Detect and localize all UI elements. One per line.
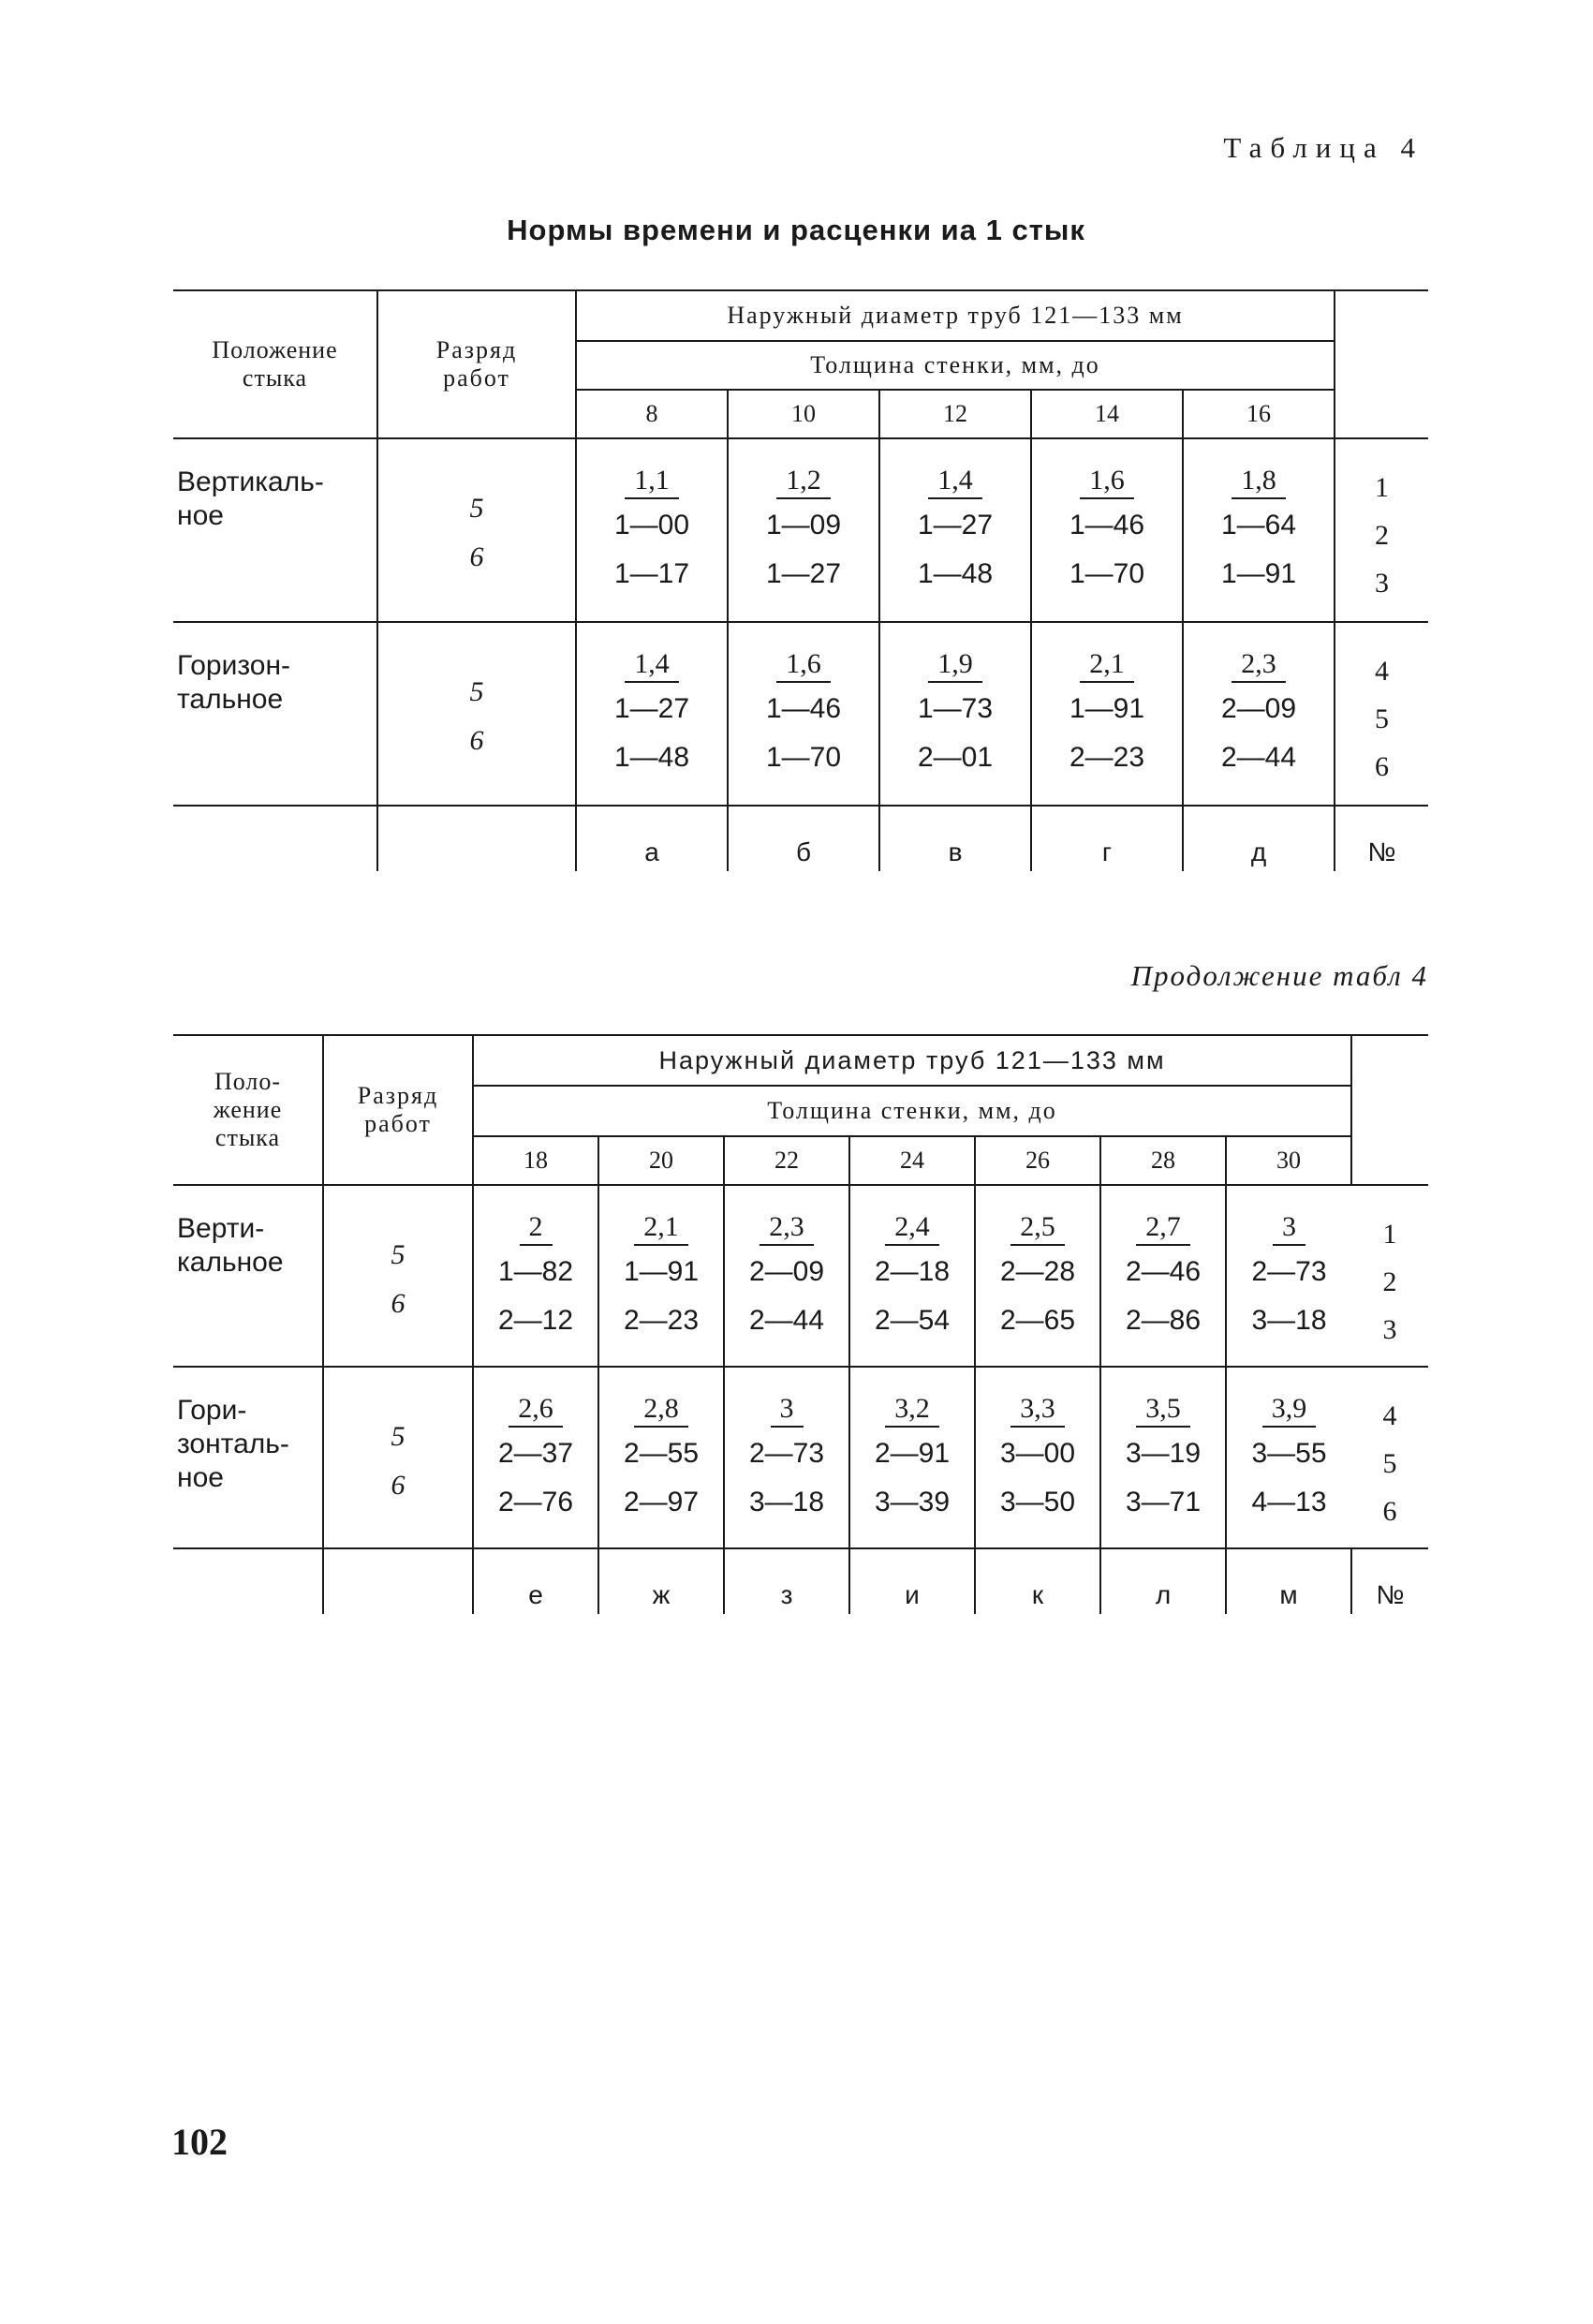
- norm-cell: [1100, 1185, 1226, 1367]
- rate-value: 1—91: [1069, 693, 1145, 724]
- norm-value: 3: [1273, 1210, 1305, 1246]
- norm-cell: [975, 1367, 1100, 1548]
- page-number: 102: [171, 2121, 228, 2163]
- rate-value: 1—09: [765, 510, 842, 540]
- norm-cell: [724, 1367, 849, 1548]
- norm-cell: [1183, 622, 1335, 806]
- norm-value: 2,8: [634, 1392, 688, 1428]
- row-number: 4: [1382, 1400, 1397, 1431]
- row-number: 2: [1382, 1266, 1397, 1297]
- row-number: 6: [1375, 751, 1390, 782]
- table-title: Нормы времени и расценки иа 1 стык: [507, 214, 1085, 246]
- rate-value: 2—12: [497, 1305, 574, 1336]
- grade-cell: [323, 1185, 473, 1367]
- continuation-label: Продолжение табл 4: [1130, 959, 1428, 992]
- norm-cell: [879, 622, 1031, 806]
- rate-value: 2—65: [999, 1305, 1076, 1336]
- column-letters-row: [173, 1548, 1428, 1614]
- row-number: 3: [1382, 1314, 1397, 1345]
- grade-value: 5: [469, 676, 484, 707]
- norm-value: 1,4: [625, 647, 679, 683]
- rate-value: 2—09: [748, 1256, 825, 1287]
- diameter-header: Наружный диаметр труб 121—133 мм: [473, 1035, 1351, 1086]
- column-letter: б: [728, 806, 879, 871]
- norm-cell: [473, 1185, 598, 1367]
- rate-value: 1—00: [613, 510, 690, 540]
- rate-value: 2—23: [623, 1305, 700, 1336]
- norm-value: 2,3: [760, 1210, 814, 1246]
- norm-cell: [1183, 438, 1335, 622]
- column-letters-row: [173, 806, 1428, 871]
- grade-cell: [377, 622, 576, 806]
- rate-value: 2—55: [623, 1438, 700, 1469]
- table-row: [173, 622, 1428, 806]
- rate-value: 1—46: [765, 693, 842, 724]
- rate-value: 3—55: [1251, 1438, 1327, 1469]
- rate-value: 3—18: [1251, 1305, 1327, 1336]
- rate-value: 2—28: [999, 1256, 1076, 1287]
- rate-value: 1—48: [613, 742, 690, 773]
- rate-value: 3—50: [999, 1487, 1076, 1517]
- norm-cell: [1100, 1367, 1226, 1548]
- rate-value: 1—17: [613, 558, 690, 589]
- rate-value: 1—73: [917, 693, 994, 724]
- empty-cell: [173, 1548, 323, 1614]
- rate-value: 2—73: [1251, 1256, 1327, 1287]
- norm-value: 1,9: [928, 647, 982, 683]
- rate-value: 2—01: [917, 742, 994, 773]
- norms-table-2: [173, 1034, 1428, 1614]
- rate-value: 3—39: [874, 1487, 951, 1517]
- rate-value: 2—37: [497, 1438, 574, 1469]
- rate-value: 2—97: [623, 1487, 700, 1517]
- norm-value: 3,5: [1136, 1392, 1190, 1428]
- thickness-col: 10: [728, 390, 879, 438]
- thickness-col: 26: [975, 1136, 1100, 1185]
- column-letter: ж: [598, 1548, 724, 1614]
- thickness-col: 12: [879, 390, 1031, 438]
- row-number-cell: [1335, 438, 1428, 622]
- thickness-col: 24: [849, 1136, 975, 1185]
- column-letter: г: [1031, 806, 1183, 871]
- grade-cell: [323, 1367, 473, 1548]
- rate-value: 1—91: [623, 1256, 700, 1287]
- grade-value: 5: [391, 1239, 406, 1270]
- table-row: [173, 1367, 1428, 1548]
- grade-value: 6: [469, 725, 484, 756]
- norm-value: 3,2: [885, 1392, 939, 1428]
- norm-cell: [576, 438, 728, 622]
- rate-value: 4—13: [1251, 1487, 1327, 1517]
- grade-value: 5: [469, 493, 484, 524]
- table-row: [173, 1185, 1428, 1367]
- norm-value: 2,4: [885, 1210, 939, 1246]
- rate-value: 3—71: [1125, 1487, 1202, 1517]
- rate-value: 1—82: [497, 1256, 574, 1287]
- column-letter: з: [724, 1548, 849, 1614]
- rate-value: 1—48: [917, 558, 994, 589]
- norm-value: 1,1: [625, 464, 679, 499]
- thickness-col: 14: [1031, 390, 1183, 438]
- norm-value: 2,3: [1232, 647, 1286, 683]
- norm-cell: [849, 1367, 975, 1548]
- norm-cell: [598, 1185, 724, 1367]
- norm-value: 2,1: [634, 1210, 688, 1246]
- norm-cell: [849, 1185, 975, 1367]
- norm-value: 2,6: [509, 1392, 563, 1428]
- norm-cell: [728, 438, 879, 622]
- row-number: 4: [1375, 656, 1390, 687]
- thickness-col: 16: [1183, 390, 1335, 438]
- rate-value: 1—46: [1069, 510, 1145, 540]
- thickness-col: 8: [576, 390, 728, 438]
- empty-cell: [323, 1548, 473, 1614]
- norm-cell: [1226, 1185, 1351, 1367]
- norm-cell: [473, 1367, 598, 1548]
- norm-value: 2,1: [1080, 647, 1134, 683]
- rate-value: 3—18: [748, 1487, 825, 1517]
- rate-value: 1—70: [1069, 558, 1145, 589]
- empty-cell: [377, 806, 576, 871]
- row-number-cell: [1335, 622, 1428, 806]
- rate-value: 2—73: [748, 1438, 825, 1469]
- norm-cell: [975, 1185, 1100, 1367]
- thickness-col: 20: [598, 1136, 724, 1185]
- column-letter: е: [473, 1548, 598, 1614]
- column-letter: в: [879, 806, 1031, 871]
- number-sign: №: [1335, 806, 1428, 871]
- norm-value: 3,9: [1262, 1392, 1317, 1428]
- norm-value: 2: [520, 1210, 553, 1246]
- norm-value: 1,4: [928, 464, 982, 499]
- column-letter: л: [1100, 1548, 1226, 1614]
- rate-value: 2—46: [1125, 1256, 1202, 1287]
- rate-value: 1—27: [917, 510, 994, 540]
- rate-value: 3—19: [1125, 1438, 1202, 1469]
- rate-value: 2—76: [497, 1487, 574, 1517]
- norm-cell: [728, 622, 879, 806]
- position-header: Положение стыка: [173, 290, 377, 438]
- row-number: 5: [1375, 703, 1390, 734]
- table-label: Таблица 4: [1223, 131, 1423, 164]
- row-number-cell: [1351, 1185, 1428, 1367]
- rate-value: 3—00: [999, 1438, 1076, 1469]
- rate-value: 2—91: [874, 1438, 951, 1469]
- norm-value: 3,3: [1010, 1392, 1065, 1428]
- rate-value: 2—54: [874, 1305, 951, 1336]
- norm-cell: [1031, 438, 1183, 622]
- grade-value: 5: [391, 1421, 406, 1452]
- rate-value: 1—64: [1220, 510, 1297, 540]
- row-number: 1: [1375, 472, 1390, 503]
- norm-value: 3: [771, 1392, 804, 1428]
- rate-value: 2—44: [748, 1305, 825, 1336]
- row-number: 1: [1382, 1219, 1397, 1250]
- row-number: 6: [1382, 1496, 1397, 1527]
- position-cell: Верти- кальное: [173, 1185, 323, 1367]
- position-header: Поло- жение стыка: [173, 1035, 323, 1185]
- row-number-cell: [1351, 1367, 1428, 1548]
- rate-value: 1—27: [613, 693, 690, 724]
- rate-value: 1—27: [765, 558, 842, 589]
- thickness-col: 22: [724, 1136, 849, 1185]
- norm-value: 1,8: [1232, 464, 1286, 499]
- grade-cell: [377, 438, 576, 622]
- column-letter: и: [849, 1548, 975, 1614]
- number-header-cell: [1351, 1035, 1428, 1185]
- norm-value: 1,6: [776, 647, 831, 683]
- rate-value: 2—86: [1125, 1305, 1202, 1336]
- norm-value: 1,2: [776, 464, 831, 499]
- column-letter: а: [576, 806, 728, 871]
- thickness-col: 30: [1226, 1136, 1351, 1185]
- column-letter: д: [1183, 806, 1335, 871]
- position-cell: Гори- зонталь- ное: [173, 1367, 323, 1548]
- thickness-col: 18: [473, 1136, 598, 1185]
- rate-value: 1—91: [1220, 558, 1297, 589]
- rate-value: 2—09: [1220, 693, 1297, 724]
- row-number: 5: [1382, 1448, 1397, 1479]
- row-number: 3: [1375, 568, 1390, 599]
- row-number: 2: [1375, 520, 1390, 551]
- norm-value: 2,5: [1010, 1210, 1065, 1246]
- norm-cell: [879, 438, 1031, 622]
- empty-cell: [173, 806, 377, 871]
- rate-value: 2—23: [1069, 742, 1145, 773]
- rate-value: 2—44: [1220, 742, 1297, 773]
- grade-header: Разряд работ: [377, 290, 576, 438]
- rate-value: 2—18: [874, 1256, 951, 1287]
- norm-value: 1,6: [1080, 464, 1134, 499]
- grade-value: 6: [391, 1470, 406, 1501]
- norm-cell: [576, 622, 728, 806]
- norms-table-1: [173, 289, 1428, 871]
- column-letter: к: [975, 1548, 1100, 1614]
- thickness-col: 28: [1100, 1136, 1226, 1185]
- norm-value: 2,7: [1136, 1210, 1190, 1246]
- column-letter: м: [1226, 1548, 1351, 1614]
- position-cell: Вертикаль- ное: [173, 438, 377, 622]
- diameter-header: Наружный диаметр труб 121—133 мм: [576, 290, 1335, 341]
- rate-value: 1—70: [765, 742, 842, 773]
- thickness-header: Толщина стенки, мм, до: [473, 1086, 1351, 1136]
- number-header-cell: [1335, 290, 1428, 438]
- grade-value: 6: [469, 541, 484, 572]
- norm-cell: [1031, 622, 1183, 806]
- grade-header: Разряд работ: [323, 1035, 473, 1185]
- thickness-header: Толщина стенки, мм, до: [576, 341, 1335, 390]
- norm-cell: [598, 1367, 724, 1548]
- norm-cell: [724, 1185, 849, 1367]
- grade-value: 6: [391, 1288, 406, 1319]
- norm-cell: [1226, 1367, 1351, 1548]
- table-row: [173, 438, 1428, 622]
- position-cell: Горизон- тальное: [173, 622, 377, 806]
- number-sign: №: [1351, 1548, 1428, 1614]
